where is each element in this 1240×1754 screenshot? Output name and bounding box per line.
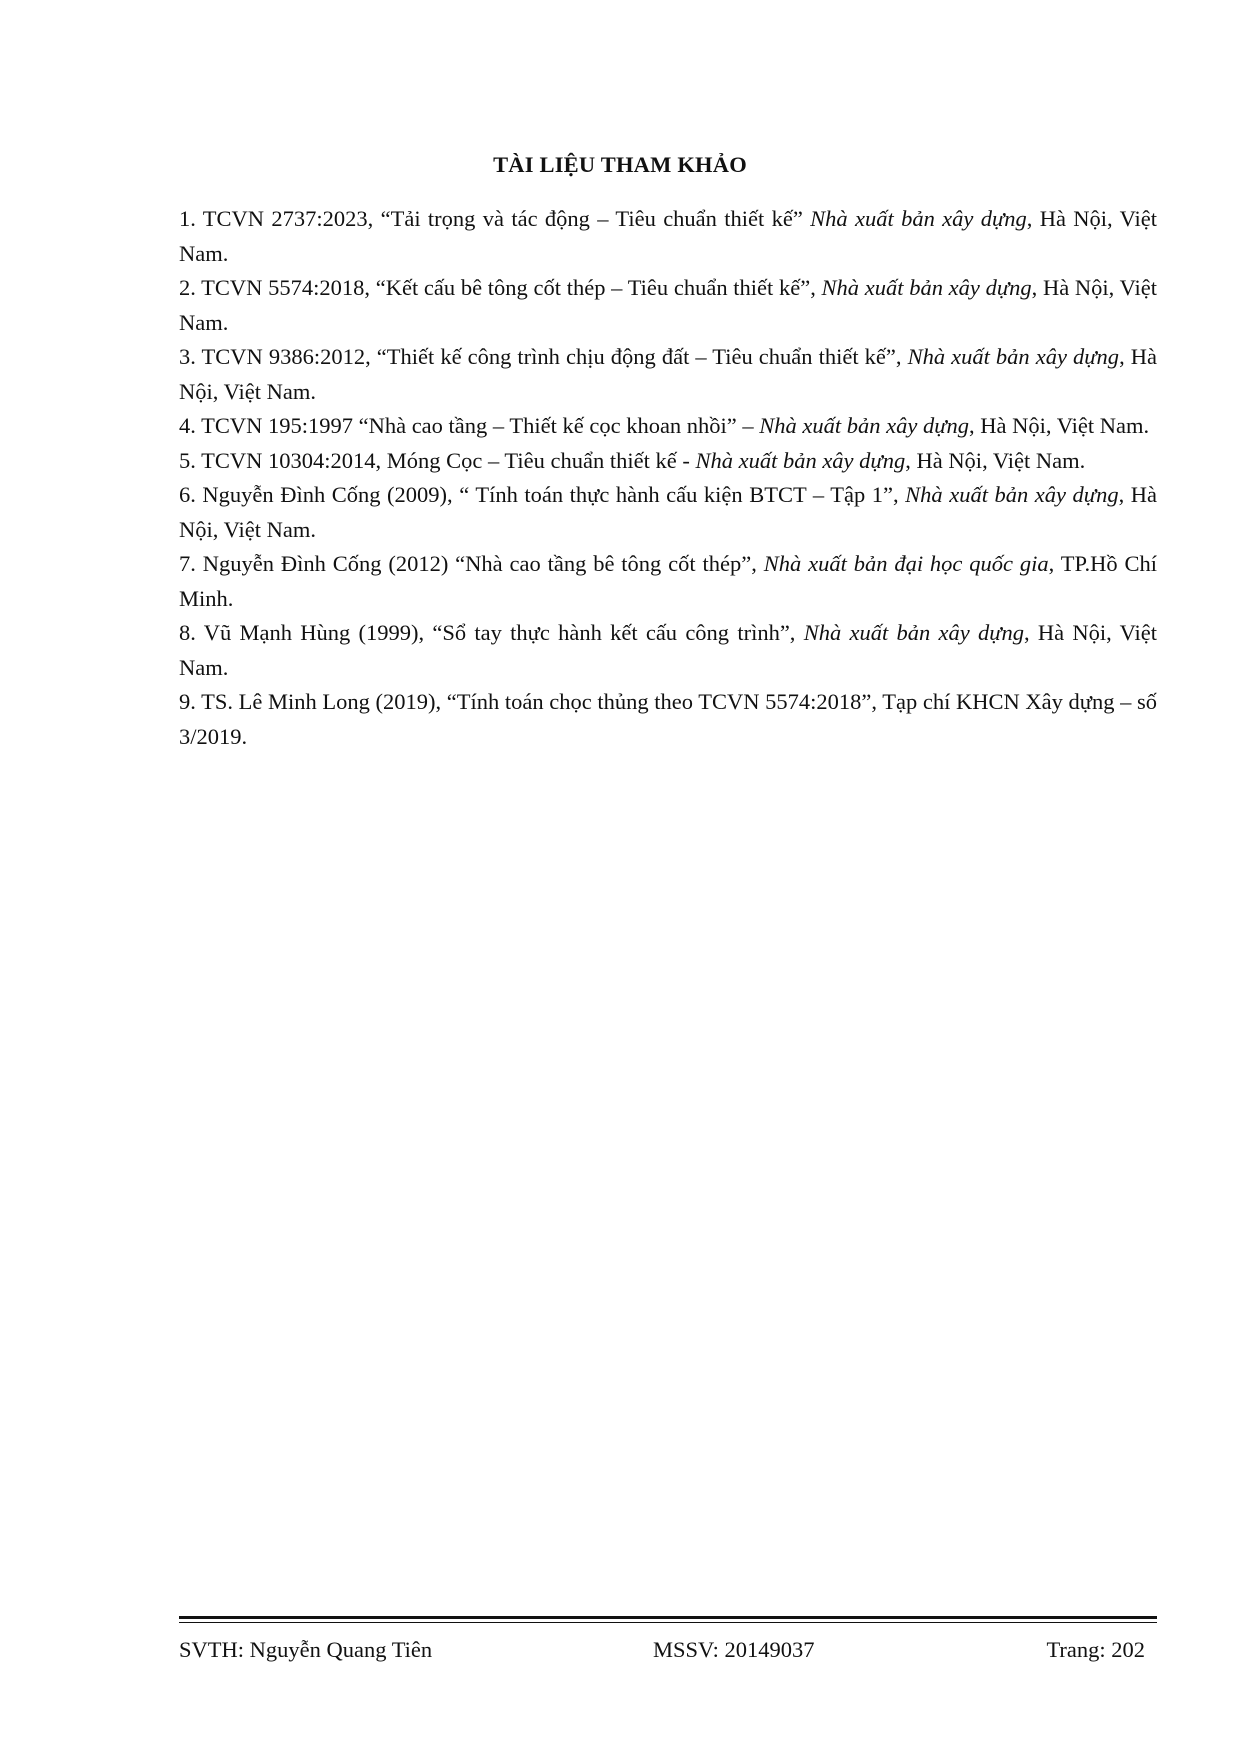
reference-item-7: [179, 547, 1157, 616]
reference-location: , Hà Nội, Việt Nam.: [179, 482, 1157, 542]
reference-text: 4. TCVN 195:1997 “Nhà cao tầng – Thiết kế cọc khoan nhồi” –: [179, 413, 760, 438]
reference-publisher: Nhà xuất bản xây dựng: [803, 620, 1024, 645]
reference-text: 3. TCVN 9386:2012, “Thiết kế công trình chịu động đất – Tiêu chuẩn thiết kế”,: [179, 344, 908, 369]
reference-location: , Hà Nội, Việt Nam.: [179, 275, 1157, 335]
reference-location: , Hà Nội, Việt Nam.: [179, 344, 1157, 404]
reference-text: 7. Nguyễn Đình Cống (2012) “Nhà cao tầng bê tông cốt thép”,: [179, 551, 764, 576]
reference-item-1: [179, 202, 1157, 271]
reference-location: , Hà Nội, Việt Nam.: [179, 620, 1158, 680]
reference-publisher: Nhà xuất bản xây dựng: [810, 206, 1027, 231]
page-footer: [179, 1633, 1157, 1667]
reference-publisher: Nhà xuất bản xây dựng: [695, 447, 906, 473]
reference-item-5: [179, 444, 1157, 479]
reference-publisher: Nhà xuất bản xây dựng: [821, 275, 1032, 300]
footer-student-id: MSSV: 20149037: [653, 1637, 815, 1662]
reference-text: 1. TCVN 2737:2023, “Tải trọng và tác động – Tiêu chuẩn thiết kế”: [179, 206, 811, 231]
reference-location: , TP.Hồ Chí Minh.: [179, 551, 1157, 611]
reference-location: , Hà Nội, Việt Nam.: [969, 413, 1150, 438]
reference-list: [179, 202, 1157, 754]
reference-text: 5. TCVN 10304:2014, Móng Cọc – Tiêu chuẩn thiết kế -: [179, 447, 696, 473]
reference-publisher: Nhà xuất bản xây dựng: [759, 413, 970, 438]
reference-location: , Hà Nội, Việt Nam.: [905, 447, 1086, 473]
reference-item-4: [179, 409, 1157, 444]
reference-text: 8. Vũ Mạnh Hùng (1999), “Sổ tay thực hành kết cấu công trình”,: [179, 620, 804, 645]
reference-publisher: Nhà xuất bản đại học quốc gia: [763, 551, 1049, 576]
reference-publisher: Nhà xuất bản xây dựng: [907, 344, 1120, 369]
page-title: TÀI LIỆU THAM KHẢO: [493, 152, 747, 177]
reference-item-6: [179, 478, 1157, 547]
reference-item-3: [179, 340, 1157, 409]
reference-text: 6. Nguyễn Đình Cống (2009), “ Tính toán thực hành cấu kiện BTCT – Tập 1”,: [179, 482, 906, 507]
reference-location: , Hà Nội, Việt Nam.: [179, 206, 1157, 266]
reference-item-8: [179, 616, 1157, 685]
reference-text: 2. TCVN 5574:2018, “Kết cấu bê tông cốt thép – Tiêu chuẩn thiết kế”,: [179, 275, 822, 300]
footer-page-number: Trang: 202: [1046, 1637, 1145, 1662]
reference-item-2: [179, 271, 1157, 340]
footer-student-name: SVTH: Nguyễn Quang Tiên: [179, 1637, 433, 1662]
reference-item-9: [179, 685, 1157, 754]
reference-publisher: Nhà xuất bản xây dựng: [905, 482, 1119, 507]
footer-rule: [179, 1616, 1157, 1623]
reference-text: 9. TS. Lê Minh Long (2019), “Tính toán chọc thủng theo TCVN 5574:2018”, Tạp chí KHCN Xây dựng – số 3/2019.: [179, 689, 1157, 749]
